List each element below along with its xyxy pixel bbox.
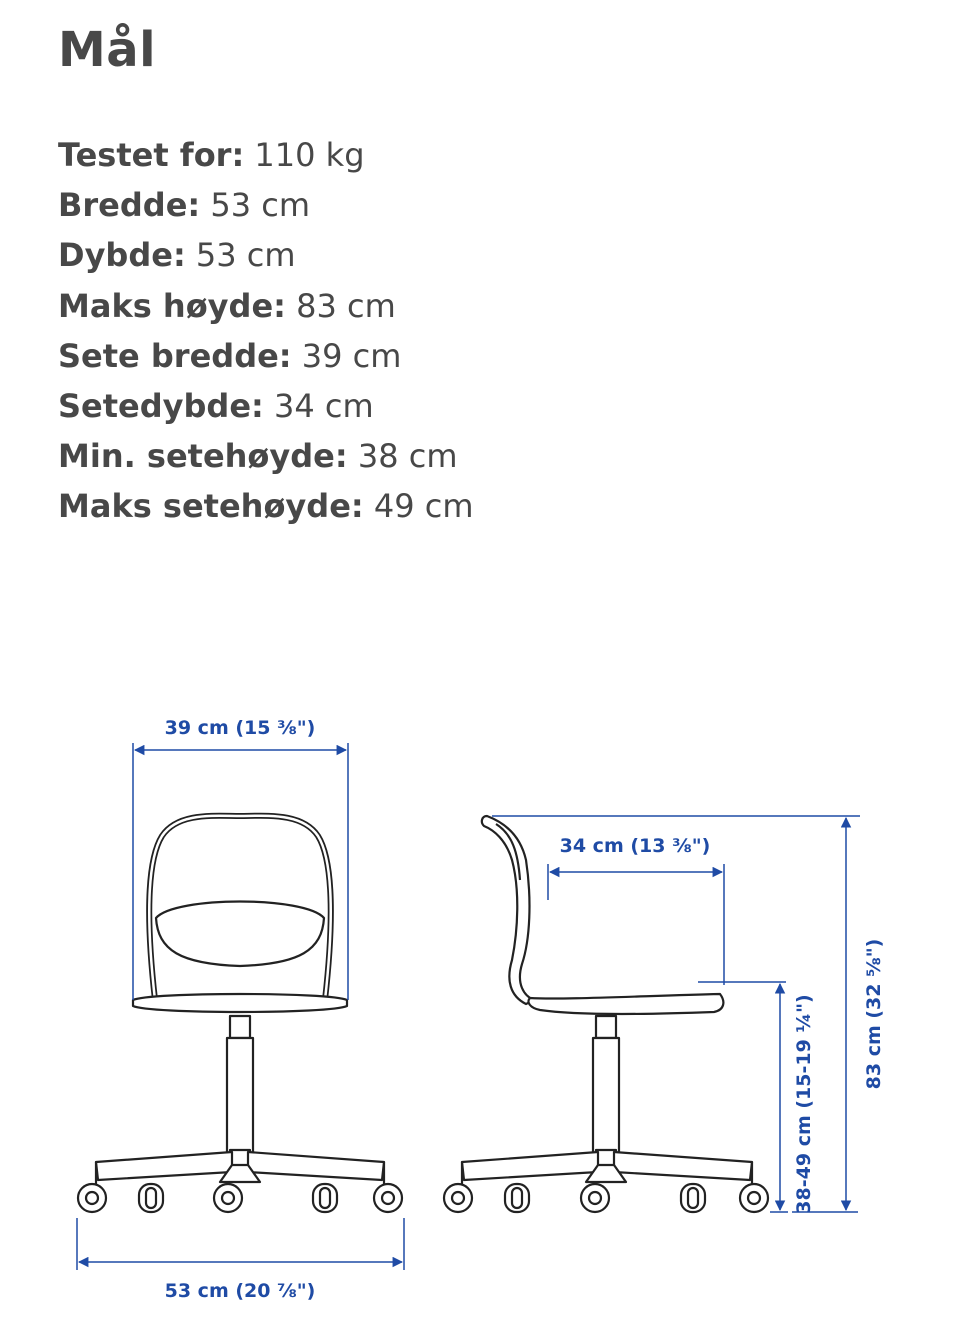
seat-width-label: 39 cm (15 ⅜") — [164, 717, 316, 739]
seat-height-label: 38-49 cm (15-19 ¼") — [793, 994, 815, 1214]
caster — [444, 1184, 472, 1212]
caster — [581, 1184, 609, 1212]
spec-value: 34 cm — [274, 387, 374, 426]
spec-value: 53 cm — [210, 186, 311, 225]
spec-value: 39 cm — [301, 336, 402, 375]
base-width-label: 53 cm (20 ⅞") — [164, 1280, 316, 1302]
spec-label: Maks setehøyde: — [58, 487, 364, 526]
page-title: Mål — [58, 22, 157, 78]
front-view-chair — [78, 816, 402, 1212]
spec-label: Maks høyde: — [58, 286, 286, 325]
spec-label: Sete bredde: — [58, 336, 292, 375]
spec-value: 53 cm — [195, 236, 296, 275]
spec-label: Testet for: — [58, 136, 245, 174]
caster — [681, 1184, 705, 1212]
spec-label: Min. setehøyde: — [58, 437, 348, 476]
caster — [214, 1184, 242, 1212]
spec-label: Bredde: — [58, 186, 201, 225]
caster — [374, 1184, 402, 1212]
side-view-chair — [444, 816, 768, 1212]
caster — [505, 1184, 529, 1212]
caster — [78, 1184, 106, 1212]
spec-value: 110 kg — [254, 136, 365, 174]
spec-value: 38 cm — [357, 437, 458, 476]
caster — [740, 1184, 768, 1212]
spec-value: 83 cm — [296, 286, 396, 325]
caster — [313, 1184, 337, 1212]
spec-label: Setedybde: — [58, 387, 264, 426]
caster — [139, 1184, 163, 1212]
seat-depth-label: 34 cm (13 ⅜") — [559, 835, 711, 857]
spec-value: 49 cm — [373, 487, 474, 526]
total-height-label: 83 cm (32 ⅝") — [863, 938, 885, 1090]
spec-label: Dybde: — [58, 236, 186, 275]
